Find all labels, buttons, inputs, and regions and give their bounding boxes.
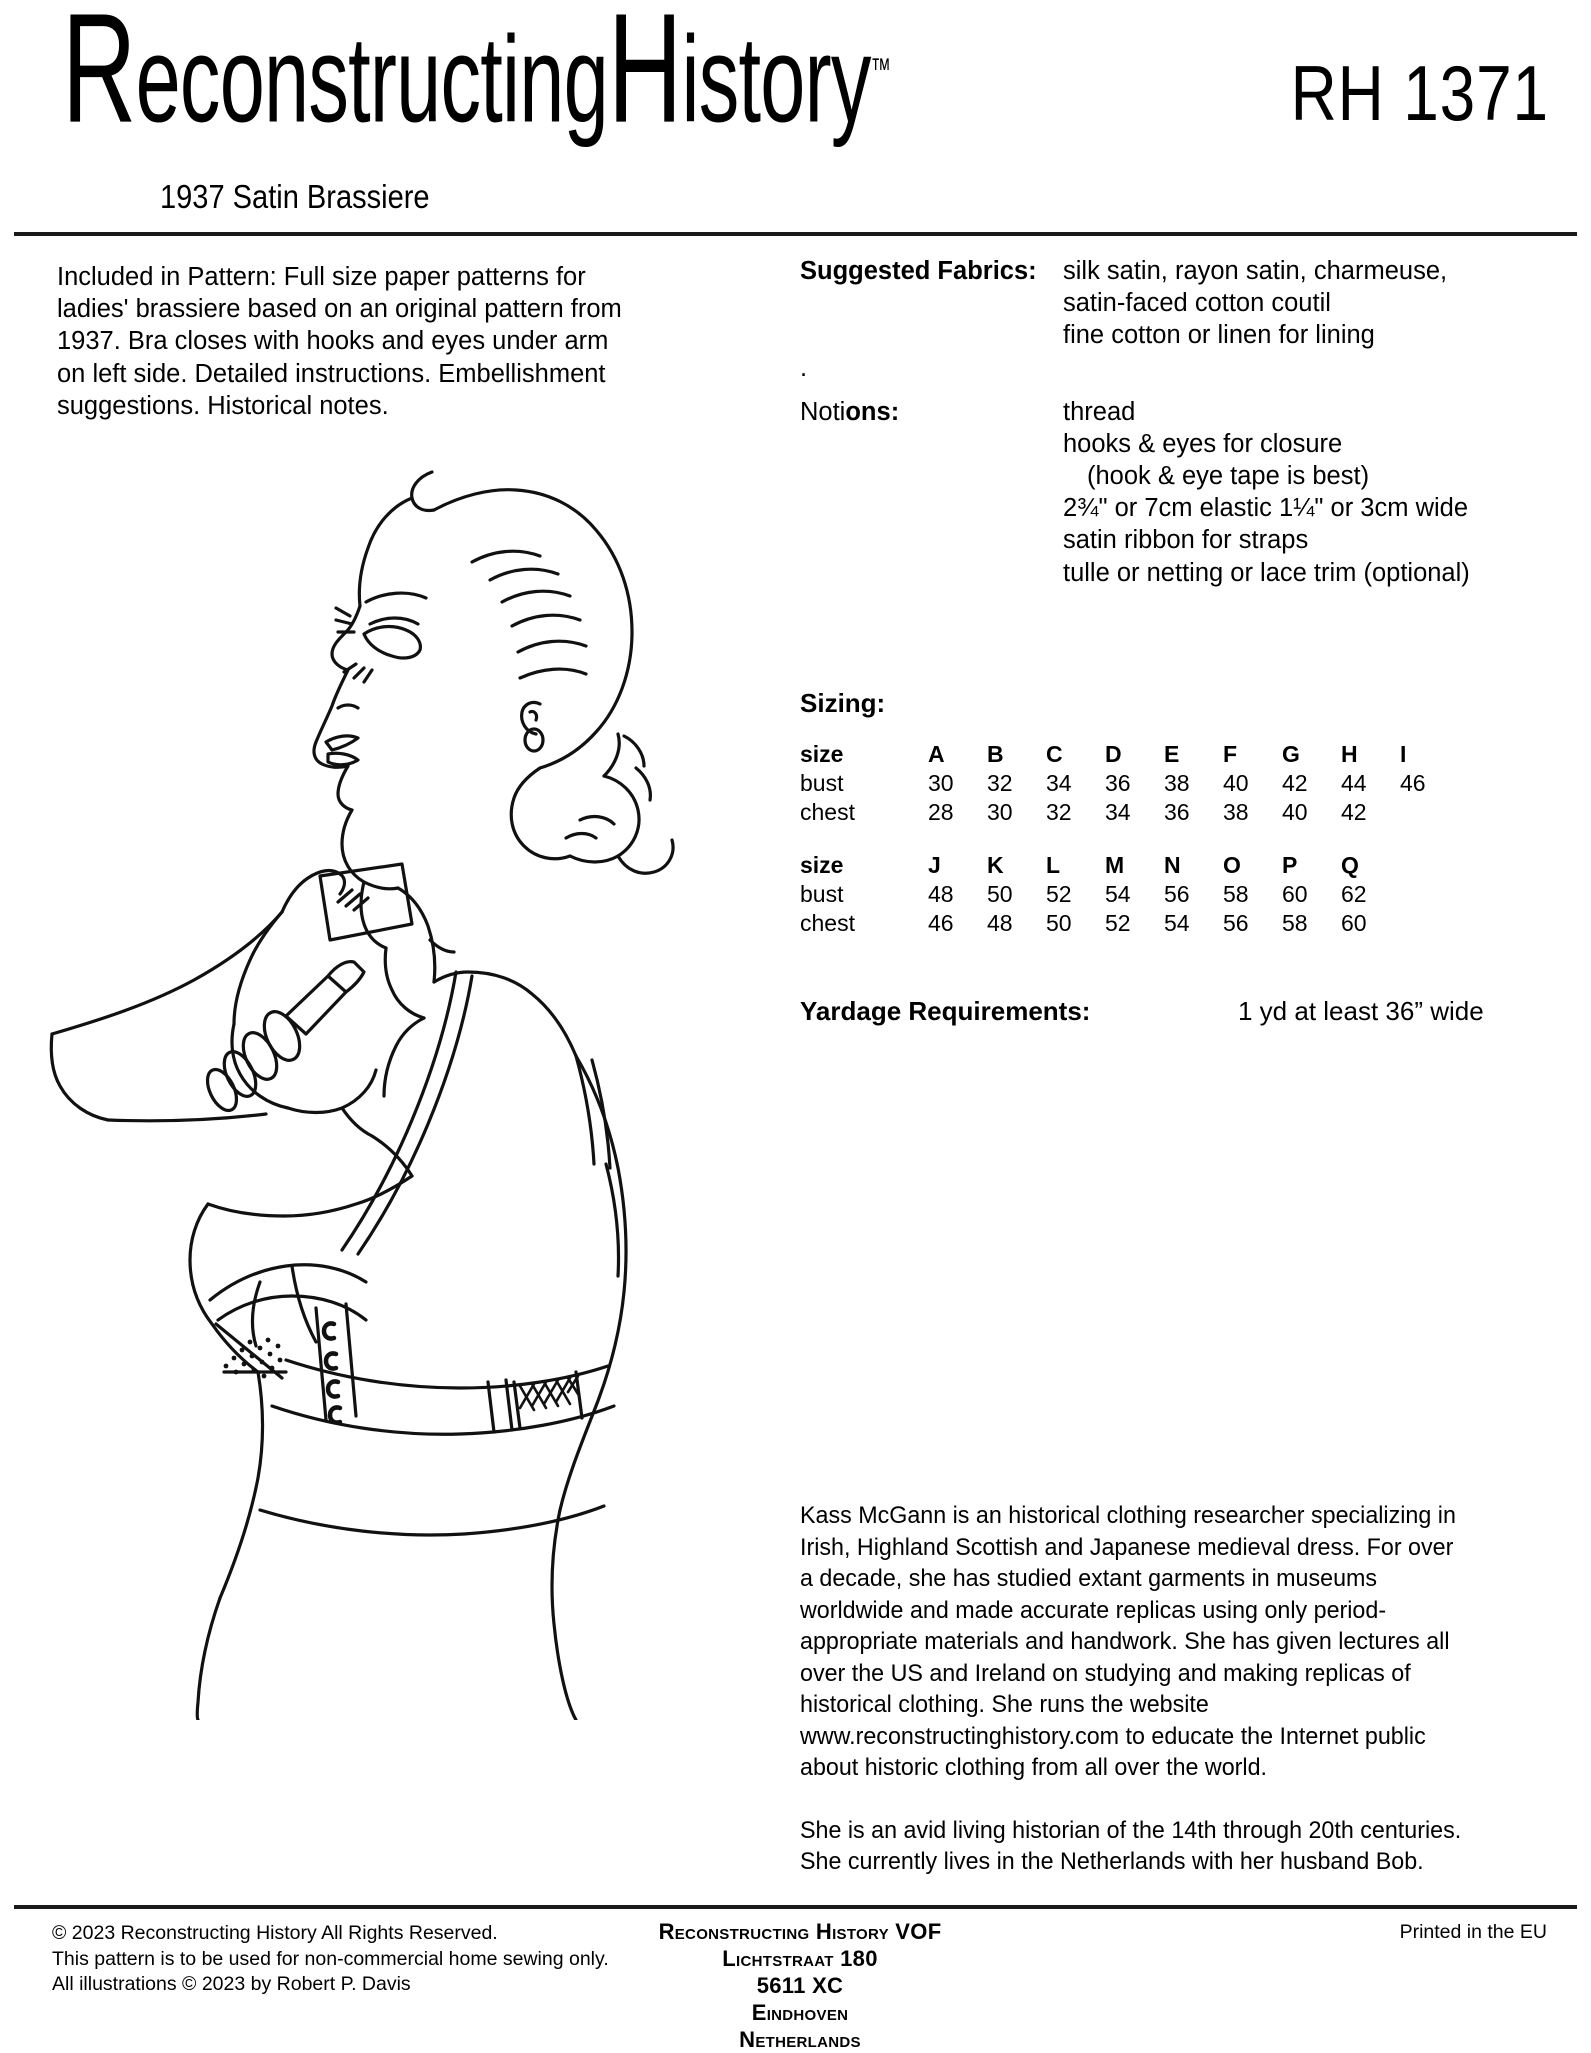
fabric-item: silk satin, rayon satin, charmeuse,: [1063, 257, 1448, 285]
chest-value: 28: [928, 799, 954, 825]
bust-value: 32: [987, 770, 1013, 796]
size-letter: N: [1164, 852, 1181, 878]
address-line: Eindhoven: [751, 2000, 849, 2025]
sizing-section: [800, 688, 1560, 939]
row-label: bust: [800, 881, 844, 907]
brand-logo-h: H: [607, 0, 682, 155]
table-row: [800, 852, 1400, 881]
bust-value: 54: [1105, 881, 1131, 907]
notions-label-bold: ons:: [845, 397, 900, 426]
notion-item: hooks & eyes for closure: [1063, 429, 1343, 458]
table-row: [800, 799, 1459, 828]
size-letter: P: [1282, 852, 1298, 878]
sizing-table-2: [800, 852, 1400, 939]
company-address: [545, 1918, 1055, 2053]
copyright-line: © 2023 Reconstructing History All Rights Reserved.: [52, 1922, 498, 1944]
yardage-section: [800, 996, 1560, 1027]
chest-value: 32: [1046, 799, 1072, 825]
trademark-icon: ™: [870, 51, 891, 87]
size-letter: L: [1046, 852, 1061, 878]
notions-row: [800, 396, 1560, 589]
chest-value: 38: [1223, 799, 1249, 825]
fabric-item: fine cotton or linen for lining: [1063, 321, 1375, 350]
bust-value: 36: [1105, 770, 1131, 796]
table-row: [800, 881, 1400, 910]
bust-value: 52: [1046, 881, 1072, 907]
chest-value: 54: [1164, 910, 1190, 936]
bust-value: 50: [987, 881, 1013, 907]
notions-label: [800, 396, 1063, 428]
included-in-pattern-text: Included in Pattern: Full size paper patterns for ladies' brassiere based on an original pattern from 1937. Bra closes with hooks and eyes under arm on left side. Detailed instructions. Embellishment suggestions. Historical notes.: [57, 263, 622, 420]
suggested-fabrics-row: [800, 255, 1560, 352]
notion-item: satin ribbon for straps: [1063, 526, 1309, 555]
chest-value: 30: [987, 799, 1013, 825]
row-label: bust: [800, 770, 844, 796]
address-line: Netherlands: [739, 2027, 861, 2052]
bust-value: 46: [1400, 770, 1426, 796]
table-row: [800, 770, 1459, 799]
address-line: Lichtstraat 180: [722, 1946, 878, 1971]
sizing-heading: Sizing:: [800, 688, 886, 718]
bust-value: 48: [928, 881, 954, 907]
copyright-line: All illustrations © 2023 by Robert P. Davis: [52, 1973, 411, 1995]
fashion-illustration: [20, 420, 780, 1720]
size-letter: F: [1223, 741, 1238, 767]
size-letter: A: [928, 741, 945, 767]
chest-value: 50: [1046, 910, 1072, 936]
row-label: size: [800, 741, 844, 767]
bust-value: 38: [1164, 770, 1190, 796]
table-row: [800, 741, 1459, 770]
size-letter: Q: [1341, 852, 1359, 878]
brand-logo-econstructing: econstructing: [135, 11, 608, 149]
notion-item: [1063, 460, 1470, 492]
notion-item: thread: [1063, 397, 1136, 426]
bust-value: 58: [1223, 881, 1249, 907]
yardage-label: Yardage Requirements:: [800, 996, 1091, 1026]
row-label: chest: [800, 799, 855, 825]
chest-value: 46: [928, 910, 954, 936]
page-title: 1937 Satin Brassiere: [160, 178, 430, 215]
bust-value: 42: [1282, 770, 1308, 796]
address-line: 5611 XC: [756, 1973, 844, 1998]
row-label: chest: [800, 910, 855, 936]
bio-paragraph: She is an avid living historian of the 14th through 20th centuries. She currently lives in the Netherlands with her husband Bob.: [800, 1816, 1462, 1875]
chest-value: 36: [1164, 799, 1190, 825]
specifications-column: [800, 255, 1560, 589]
row-label: size: [800, 852, 844, 878]
brand-logo-istory: istory: [681, 11, 871, 149]
bust-value: 34: [1046, 770, 1072, 796]
page-header: [0, 0, 1591, 235]
chest-value: 52: [1105, 910, 1131, 936]
footer-divider: [14, 1905, 1577, 1909]
size-letter: B: [987, 741, 1004, 767]
size-letter: G: [1282, 741, 1300, 767]
brand-logo: [62, 0, 891, 155]
designer-bio: [800, 1500, 1465, 1878]
chest-value: 42: [1341, 799, 1367, 825]
chest-value: 60: [1341, 910, 1367, 936]
size-letter: E: [1164, 741, 1180, 767]
suggested-fabrics-label: Suggested Fabrics:: [800, 257, 1037, 285]
size-letter: J: [928, 852, 941, 878]
address-line: Reconstructing History VOF: [658, 1919, 942, 1944]
fabric-item: satin-faced cotton coutil: [1063, 289, 1331, 318]
bust-value: 44: [1341, 770, 1367, 796]
suggested-fabrics-value: [1063, 255, 1447, 352]
notion-item: 2¾" or 7cm elastic 1¼" or 3cm wide: [1063, 494, 1469, 523]
size-letter: K: [987, 852, 1004, 878]
size-letter: M: [1105, 852, 1125, 878]
bust-value: 62: [1341, 881, 1367, 907]
bust-value: 60: [1282, 881, 1308, 907]
size-letter: I: [1400, 741, 1407, 767]
table-row: [800, 910, 1400, 939]
chest-value: 40: [1282, 799, 1308, 825]
pattern-number: RH 1371: [1290, 49, 1549, 137]
size-letter: O: [1223, 852, 1241, 878]
notions-label-thin: Noti: [800, 397, 846, 426]
printed-in-label: Printed in the EU: [1399, 1921, 1547, 1943]
size-letter: D: [1105, 741, 1122, 767]
notions-value: [1063, 396, 1470, 589]
chest-value: [1400, 799, 1459, 828]
stray-period: .: [800, 353, 808, 382]
yardage-value: 1 yd at least 36” wide: [1238, 996, 1484, 1026]
chest-value: 48: [987, 910, 1013, 936]
notion-item-text: (hook & eye tape is best): [1087, 462, 1370, 491]
brand-logo-r: R: [62, 0, 136, 155]
bust-value: 56: [1164, 881, 1190, 907]
bust-value: 40: [1223, 770, 1249, 796]
chest-value: 56: [1223, 910, 1249, 936]
size-letter: C: [1046, 741, 1063, 767]
bust-value: 30: [928, 770, 954, 796]
sizing-table-1: [800, 741, 1459, 828]
chest-value: 58: [1282, 910, 1308, 936]
size-letter: H: [1341, 741, 1358, 767]
notion-item: tulle or netting or lace trim (optional): [1063, 558, 1470, 587]
copyright-line: This pattern is to be used for non-commercial home sewing only.: [52, 1947, 609, 1970]
bio-paragraph: Kass McGann is an historical clothing researcher specializing in Irish, Highland Scottish and Japanese medieval dress. For over a decade, she has studied extant garments in museums worldwide and made accurate replicas using only period-appropriate materials and handwork. She has given lectures all over the US and Ireland on studying and making replicas of historical clothing. She runs the website www.reconstructinghistory.com to educate the Internet public about historic clothing from all over the world.: [800, 1502, 1456, 1781]
chest-value: 34: [1105, 799, 1131, 825]
header-divider: [14, 232, 1577, 236]
